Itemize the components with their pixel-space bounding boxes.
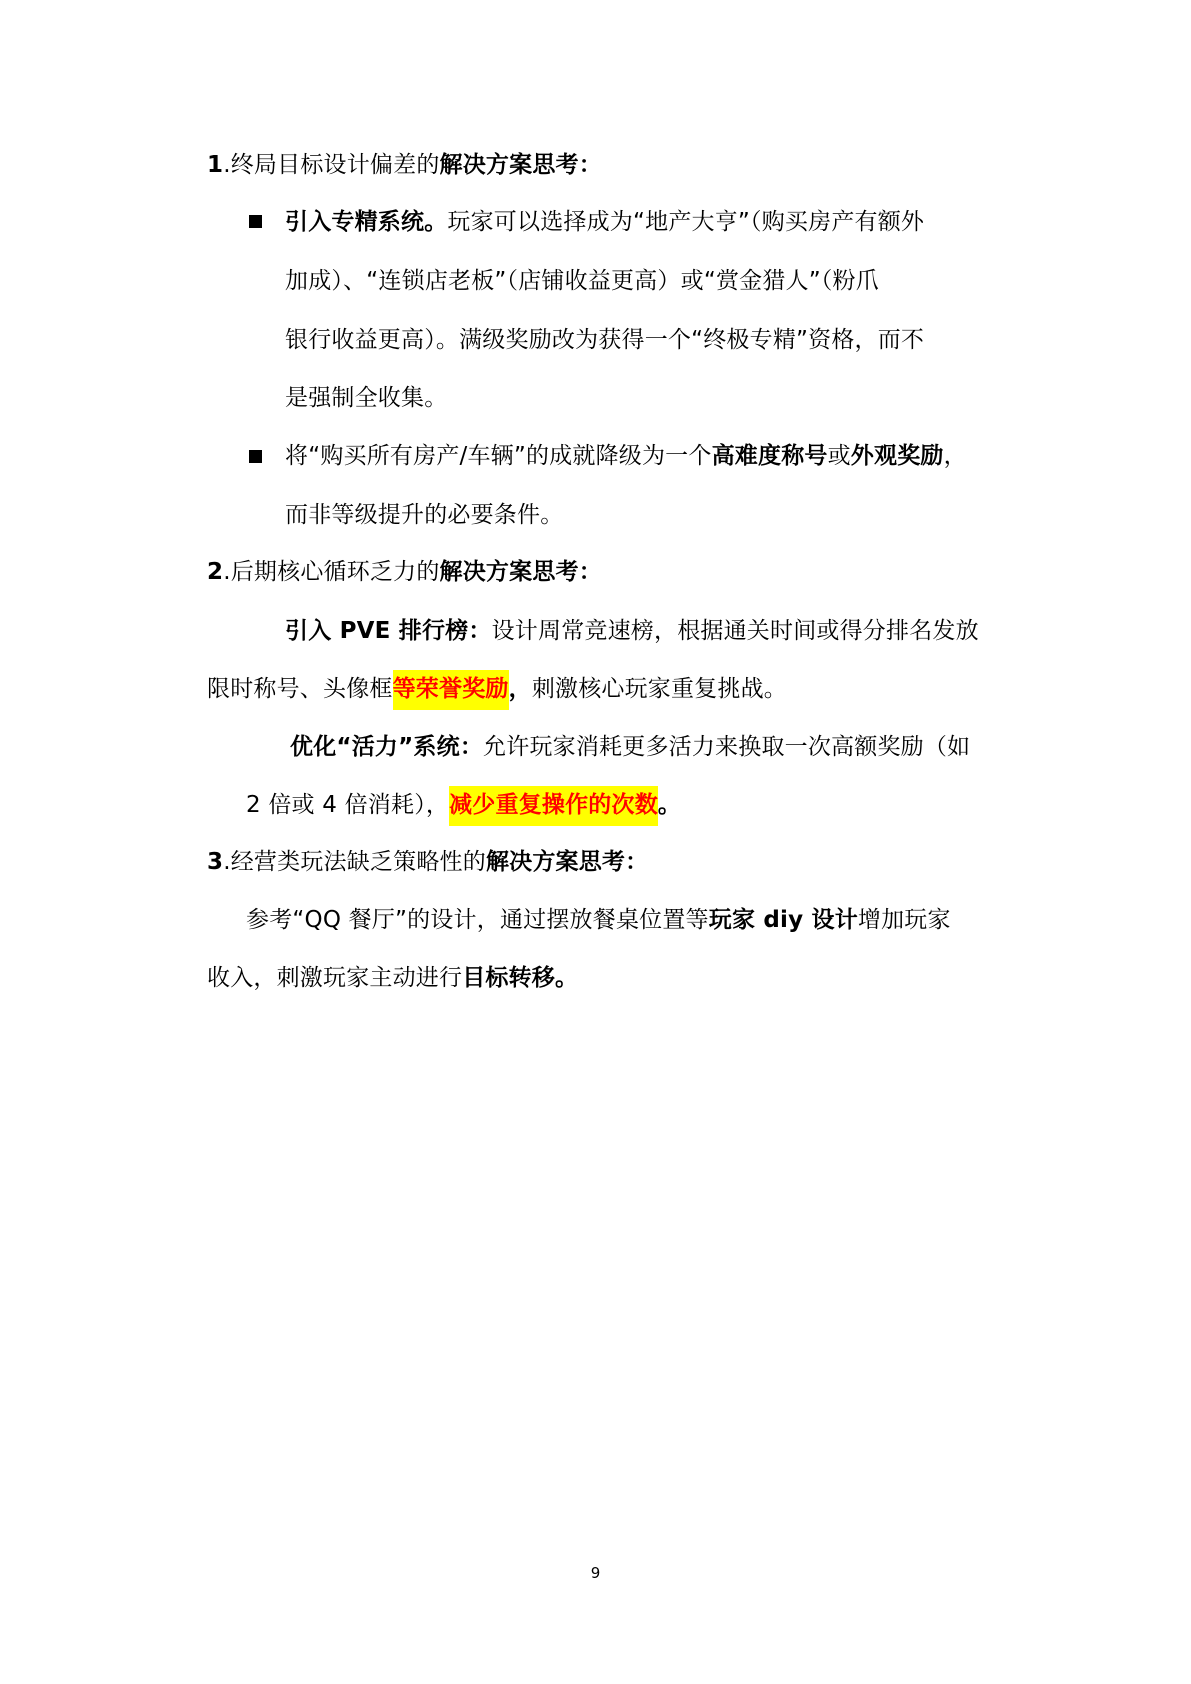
section-1-title-bold: 解决方案思考： — [439, 152, 602, 178]
section-2-p1-comma: ， — [508, 676, 532, 702]
bullet-1-line-4: 是强制全收集。 — [285, 385, 448, 411]
section-3-text-1a: 参考“QQ 餐厅”的设计，通过摆放餐桌位置等 — [246, 907, 709, 933]
section-2-p1-text-2c: 刺激核心玩家重复挑战。 — [531, 676, 788, 702]
bullet-2-line-1 — [285, 439, 967, 473]
bullet-1-line-2: 加成）、“连锁店老板”（店铺收益更高）或“赏金猎人”（粉爪 — [285, 268, 879, 294]
bullet-2-line-2: 而非等级提升的必要条件。 — [285, 502, 564, 528]
page-number: 9 — [590, 1564, 601, 1582]
section-2-title-bold: 解决方案思考： — [439, 559, 602, 585]
section-3-text-2a: 收入，刺激玩家主动进行 — [207, 965, 463, 991]
bullet-2-bold-d: 外观奖励 — [850, 443, 944, 469]
bullet-1-lead: 引入专精系统。 — [285, 209, 448, 235]
section-3-title: .经营类玩法缺乏策略性的 — [223, 849, 486, 875]
bullet-1-line-1 — [285, 205, 924, 239]
bullet-1-text-1: 玩家可以选择成为“地产大亨”（购买房产有额外 — [447, 209, 925, 235]
bullet-2-text-a: 将“购买所有房产/车辆”的成就降级为一个 — [285, 443, 712, 469]
section-2-p2-line-2 — [246, 788, 681, 822]
section-1-heading — [207, 148, 602, 182]
section-3-p-line-1 — [246, 903, 951, 937]
section-3-number: 3 — [207, 849, 224, 875]
section-2-p1-line-1 — [285, 614, 979, 648]
section-1-title: .终局目标设计偏差的 — [223, 152, 440, 178]
section-1-number: 1 — [207, 152, 224, 178]
section-3-heading — [207, 845, 648, 879]
section-2-p2-lead: 优化“活力”系统： — [290, 734, 484, 760]
section-2-p2-period: 。 — [657, 792, 682, 818]
section-3-bold-2b: 目标转移。 — [462, 965, 579, 991]
bullet-2-text-e: ， — [943, 443, 967, 469]
bullet-2-bold-b: 高难度称号 — [711, 443, 828, 469]
section-2-p2-text-2a: 2 倍或 4 倍消耗）， — [246, 792, 450, 818]
section-2-p1-lead: 引入 PVE 排行榜： — [285, 618, 492, 644]
section-2-p1-text-2a: 限时称号、头像框 — [207, 676, 393, 702]
section-2-p2-highlight: 减少重复操作的次数 — [449, 786, 658, 826]
section-3-text-1c: 增加玩家 — [857, 907, 951, 933]
section-3-p-line-2 — [207, 961, 578, 995]
section-2-p1-highlight: 等荣誉奖励 — [393, 670, 509, 710]
section-2-number: 2 — [207, 559, 224, 585]
square-bullet-icon — [249, 215, 262, 228]
section-3-bold-1b: 玩家 diy 设计 — [708, 907, 858, 933]
section-2-p2-line-1 — [290, 730, 970, 764]
section-2-p1-line-2 — [207, 672, 787, 706]
section-2-heading — [207, 555, 602, 589]
section-2-p1-text-1: 设计周常竞速榜，根据通关时间或得分排名发放 — [491, 618, 979, 644]
square-bullet-icon — [249, 450, 262, 463]
section-3-title-bold: 解决方案思考： — [485, 849, 649, 875]
bullet-2-text-c: 或 — [827, 443, 851, 469]
bullet-1-line-3: 银行收益更高）。满级奖励改为获得一个“终极专精”资格，而不 — [285, 327, 925, 353]
section-2-p2-text-1: 允许玩家消耗更多活力来换取一次高额奖励（如 — [483, 734, 971, 760]
section-2-title: .后期核心循环乏力的 — [223, 559, 440, 585]
